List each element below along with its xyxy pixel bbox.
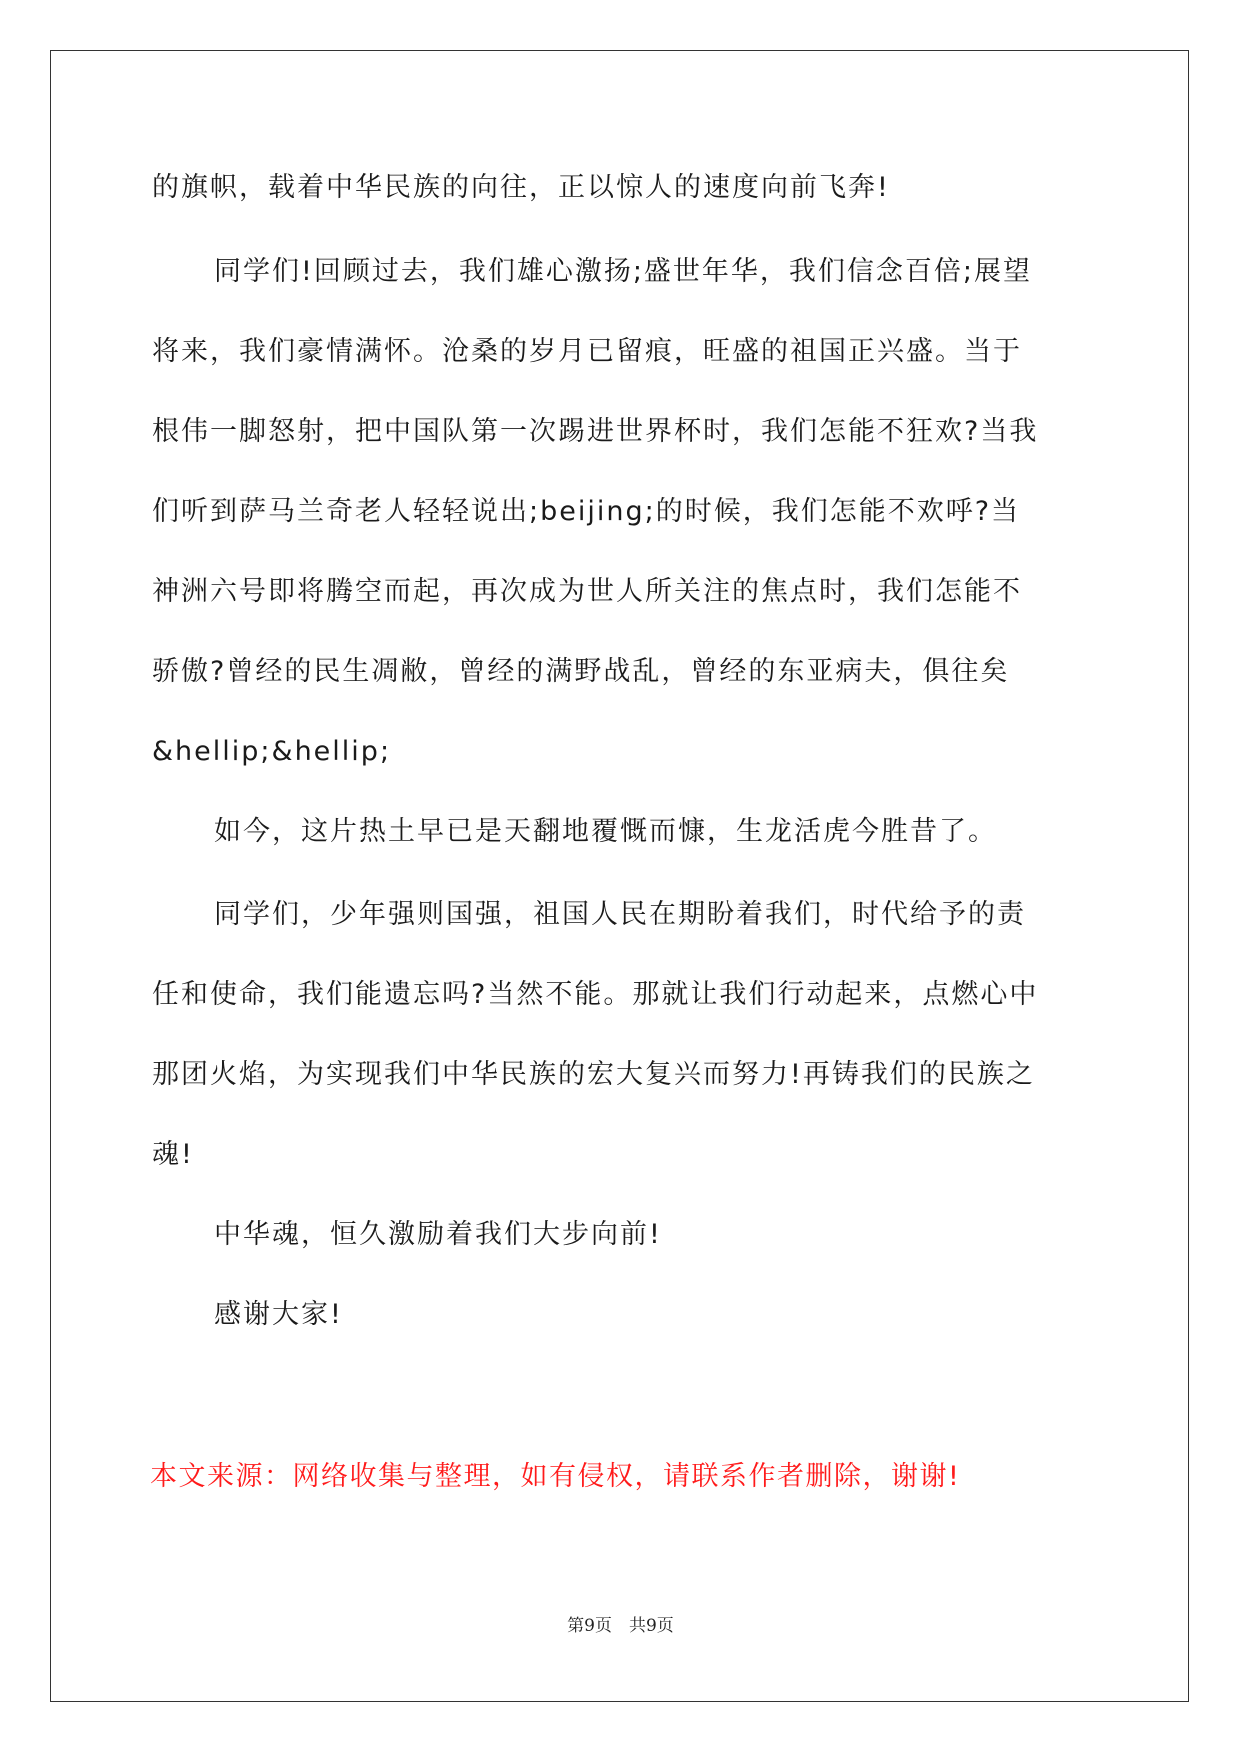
body-line: 将来，我们豪情满怀。沧桑的岁月已留痕，旺盛的祖国正兴盛。当于: [152, 336, 1022, 367]
body-line: 骄傲?曾经的民生凋敝，曾经的满野战乱，曾经的东亚病夫，俱往矣: [152, 656, 1010, 687]
body-line: 感谢大家!: [214, 1299, 343, 1330]
body-line: 们听到萨马兰奇老人轻轻说出;beijing;的时候，我们怎能不欢呼?当: [152, 496, 1021, 527]
body-line: 同学们，少年强则国强，祖国人民在期盼着我们，时代给予的责: [214, 899, 1026, 930]
body-line: 那团火焰，为实现我们中华民族的宏大复兴而努力!再铸我们的民族之: [152, 1059, 1035, 1090]
body-line: 根伟一脚怒射，把中国队第一次踢进世界杯时，我们怎能不狂欢?当我: [152, 416, 1039, 447]
body-line: 中华魂，恒久激励着我们大步向前!: [214, 1219, 662, 1250]
source-note: 本文来源：网络收集与整理，如有侵权，请联系作者删除，谢谢!: [150, 1461, 961, 1492]
body-line: 的旗帜，载着中华民族的向往，正以惊人的速度向前飞奔!: [152, 172, 890, 203]
body-line: 任和使命，我们能遗忘吗?当然不能。那就让我们行动起来，点燃心中: [152, 979, 1039, 1010]
body-line: 如今，这片热土早已是天翻地覆慨而慷，生龙活虎今胜昔了。: [214, 816, 997, 847]
page-number-footer: 第9页 共9页: [567, 1616, 674, 1636]
page-frame: [50, 50, 1189, 1702]
body-line: 同学们!回顾过去，我们雄心激扬;盛世年华，我们信念百倍;展望: [214, 256, 1033, 287]
body-line: &hellip;&hellip;: [152, 736, 392, 767]
body-line: 魂!: [152, 1139, 194, 1170]
body-line: 神洲六号即将腾空而起，再次成为世人所关注的焦点时，我们怎能不: [152, 576, 1022, 607]
